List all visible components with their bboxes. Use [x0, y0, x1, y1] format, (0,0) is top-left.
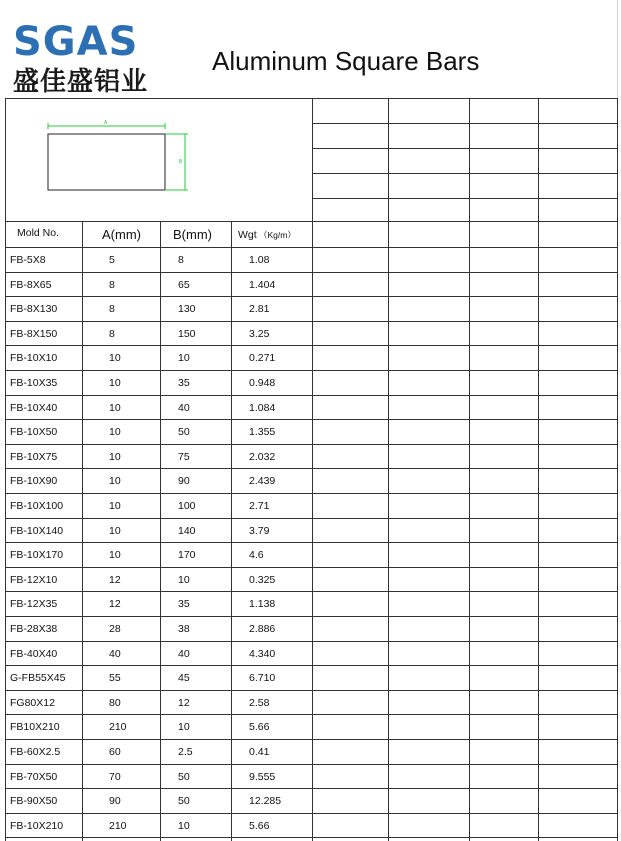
- grid-line: [5, 690, 617, 691]
- grid-line: [160, 221, 161, 841]
- cell-wgt: 2.886: [249, 623, 276, 635]
- cell-a: 10: [109, 426, 121, 439]
- cell-mold-no: FB-12X10: [10, 573, 58, 586]
- table-top-border: [5, 98, 617, 99]
- grid-line: [5, 419, 617, 420]
- cell-mold-no: FB-10X170: [10, 549, 64, 562]
- cell-b: 45: [178, 672, 190, 685]
- grid-line: [231, 221, 232, 841]
- grid-line: [5, 788, 617, 789]
- cell-wgt: 0.325: [249, 573, 276, 586]
- cell-a: 8: [109, 303, 115, 316]
- grid-line: [312, 98, 313, 841]
- grid-line: [312, 148, 617, 149]
- cell-a: 80: [109, 696, 121, 709]
- grid-line: [5, 345, 617, 346]
- cell-b: 170: [178, 549, 196, 562]
- grid-line: [5, 764, 617, 765]
- cell-a: 10: [109, 500, 121, 512]
- company-logo: [13, 19, 163, 100]
- cell-wgt: 3.25: [249, 327, 270, 340]
- grid-line: [5, 395, 617, 396]
- cell-wgt: 4.340: [249, 647, 276, 660]
- profile-diagram: [40, 118, 200, 198]
- grid-line: [82, 221, 83, 841]
- grid-line: [5, 272, 617, 273]
- table-right-border: [617, 98, 618, 841]
- grid-line: [5, 493, 617, 494]
- cell-mold-no: FB-10X100: [10, 500, 64, 512]
- grid-line: [5, 665, 617, 666]
- cell-b: 10: [178, 819, 190, 832]
- cell-b: 8: [178, 254, 184, 266]
- header-wgt-unit: （Kg/m）: [259, 230, 296, 240]
- cell-mold-no: FB-10X35: [10, 377, 58, 389]
- cell-b: 2.5: [178, 746, 193, 758]
- grid-line: [312, 123, 617, 124]
- grid-line: [312, 198, 617, 199]
- cell-wgt: 9.555: [249, 770, 276, 783]
- cell-mold-no: FG80X12: [10, 696, 55, 709]
- grid-line: [5, 813, 617, 814]
- grid-line: [538, 98, 539, 841]
- cell-wgt: 3.79: [249, 524, 270, 537]
- grid-line: [5, 542, 617, 543]
- header-b: B(mm): [173, 227, 212, 242]
- cell-b: 65: [178, 278, 190, 291]
- cell-wgt: 4.6: [249, 549, 264, 562]
- cell-wgt: 2.58: [249, 696, 270, 709]
- cell-b: 10: [178, 573, 190, 586]
- dimension-label-a: A: [104, 120, 108, 126]
- cell-b: 75: [178, 450, 190, 463]
- grid-line: [5, 641, 617, 642]
- cell-b: 12: [178, 696, 190, 709]
- cell-mold-no: FB-40X40: [10, 647, 58, 660]
- cell-b: 90: [178, 475, 190, 488]
- cell-wgt: 2.032: [249, 450, 276, 463]
- cell-mold-no: FB-10X75: [10, 450, 58, 463]
- cell-wgt: 2.81: [249, 303, 270, 316]
- cell-mold-no: FB-10X210: [10, 819, 64, 832]
- cell-a: 10: [109, 549, 121, 562]
- grid-line: [5, 837, 617, 838]
- grid-line: [5, 221, 617, 222]
- grid-line: [312, 173, 617, 174]
- cell-wgt: 0.271: [249, 352, 276, 365]
- cell-a: 70: [109, 770, 121, 783]
- cell-a: 8: [109, 327, 115, 340]
- cell-a: 210: [109, 819, 127, 832]
- cell-wgt: 5.66: [249, 819, 270, 832]
- grid-line: [5, 714, 617, 715]
- header-wgt: Wgt: [238, 229, 257, 241]
- cell-a: 12: [109, 598, 121, 611]
- grid-line: [5, 468, 617, 469]
- cell-wgt: 2.71: [249, 500, 270, 512]
- cell-mold-no: G-FB55X45: [10, 672, 66, 685]
- cell-mold-no: FB-8X65: [10, 278, 52, 291]
- cell-mold-no: FB-12X35: [10, 598, 58, 611]
- cell-a: 12: [109, 573, 121, 586]
- cell-a: 210: [109, 721, 127, 734]
- dimension-label-b: B: [179, 159, 183, 165]
- cell-mold-no: FB-28X38: [10, 623, 58, 635]
- cell-wgt: 1.08: [249, 254, 270, 266]
- cell-mold-no: FB-60X2.5: [10, 746, 61, 758]
- cell-wgt: 0.41: [249, 746, 270, 758]
- cell-wgt: 1.138: [249, 598, 276, 611]
- cell-b: 35: [178, 598, 190, 611]
- cell-a: 10: [109, 475, 121, 488]
- cell-a: 90: [109, 795, 121, 808]
- grid-line: [5, 591, 617, 592]
- cell-b: 140: [178, 524, 196, 537]
- cell-mold-no: FB-10X10: [10, 352, 58, 365]
- cell-a: 10: [109, 352, 121, 365]
- cell-b: 150: [178, 327, 196, 340]
- table-left-border: [5, 98, 6, 841]
- cell-a: 10: [109, 450, 121, 463]
- cell-b: 50: [178, 426, 190, 439]
- cell-b: 35: [178, 377, 190, 389]
- cell-mold-no: FB-90X50: [10, 795, 58, 808]
- cell-b: 130: [178, 303, 196, 316]
- grid-line: [5, 518, 617, 519]
- cell-mold-no: FB-10X90: [10, 475, 58, 488]
- cell-wgt: 0.948: [249, 377, 276, 389]
- cell-b: 50: [178, 770, 190, 783]
- cell-a: 8: [109, 278, 115, 291]
- cell-a: 55: [109, 672, 121, 685]
- grid-line: [5, 370, 617, 371]
- bar-profile-rectangle: [48, 134, 165, 190]
- cell-wgt: 1.084: [249, 401, 276, 414]
- cell-a: 28: [109, 623, 121, 635]
- cell-a: 10: [109, 377, 121, 389]
- cell-wgt: 5.66: [249, 721, 270, 734]
- header-a: A(mm): [102, 227, 141, 242]
- cell-wgt: 12.285: [249, 795, 282, 808]
- grid-line: [5, 296, 617, 297]
- grid-line: [5, 567, 617, 568]
- grid-line: [5, 444, 617, 445]
- cell-b: 40: [178, 647, 190, 660]
- cell-mold-no: FB-10X140: [10, 524, 64, 537]
- cell-b: 10: [178, 721, 190, 734]
- cell-b: 10: [178, 352, 190, 365]
- cell-mold-no: FB-8X150: [10, 327, 58, 340]
- cell-b: 38: [178, 623, 190, 635]
- cell-a: 40: [109, 647, 121, 660]
- cell-a: 10: [109, 524, 121, 537]
- cell-mold-no: FB-70X50: [10, 770, 58, 783]
- cell-b: 40: [178, 401, 190, 414]
- cell-wgt: 6.710: [249, 672, 276, 685]
- cell-a: 5: [109, 254, 115, 266]
- cell-mold-no: FB-10X40: [10, 401, 58, 414]
- cell-a: 10: [109, 401, 121, 414]
- cell-wgt: 1.355: [249, 426, 276, 439]
- cell-mold-no: FB-8X130: [10, 303, 58, 316]
- grid-line: [5, 739, 617, 740]
- cell-b: 50: [178, 795, 190, 808]
- logo-chinese-name: 盛佳盛铝业: [13, 67, 149, 97]
- logo-wordmark: SGAS: [13, 19, 139, 65]
- cell-mold-no: FB-10X50: [10, 426, 58, 439]
- page-title: Aluminum Square Bars: [212, 46, 480, 76]
- cell-mold-no: FB-5X8: [10, 254, 46, 266]
- grid-line: [388, 98, 389, 841]
- grid-line: [5, 616, 617, 617]
- grid-line: [469, 98, 470, 841]
- cell-b: 100: [178, 500, 196, 512]
- cell-wgt: 1.404: [249, 278, 276, 291]
- cell-mold-no: FB10X210: [10, 721, 60, 734]
- header-mold-no: Mold No.: [17, 227, 60, 239]
- cell-wgt: 2.439: [249, 475, 276, 488]
- cell-a: 60: [109, 746, 121, 758]
- grid-line: [5, 321, 617, 322]
- header-bottom-border: [5, 247, 617, 248]
